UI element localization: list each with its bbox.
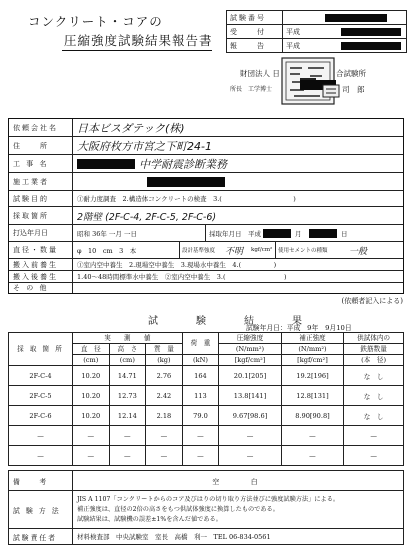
personal-seal-icon <box>322 84 340 98</box>
form-row-dims <box>9 242 403 259</box>
redaction-box <box>77 159 135 169</box>
redaction-box <box>325 14 387 22</box>
title-underline <box>62 50 212 51</box>
cell-rebar: な し <box>344 406 404 426</box>
form-row-contractor <box>9 173 403 191</box>
purpose-label: 試験目的 <box>9 191 73 206</box>
client-label: 依頼会社名 <box>9 119 73 136</box>
post-curing-value: 1.40～48時間標準水中養生 ②室内空中養生 3.( ) <box>77 273 287 281</box>
cell-diameter: 10.20 <box>73 406 110 426</box>
results-title: 試 験 結 果 <box>148 316 316 327</box>
placing-label: 打込年月日 <box>9 225 73 241</box>
col-strength-unit: (N/mm²) <box>219 344 281 355</box>
form-row-placing <box>9 225 403 242</box>
cell-corrected: 8.90[90.8] <box>281 406 343 426</box>
request-form <box>8 118 404 294</box>
test-date: 試験年月日：平成 9年 9月10日 <box>246 324 352 332</box>
cell-strength: 13.8[141] <box>219 386 281 406</box>
col-corrected-sub: [kgf/cm²] <box>281 355 343 366</box>
contractor-value <box>77 173 225 190</box>
org-director: 所長 工学博士 <box>230 86 273 93</box>
cell-height: 12.73 <box>109 386 146 406</box>
form-row-other <box>9 283 403 293</box>
other-label: そ の 他 <box>9 283 73 293</box>
col-rebar: 供試体内の <box>344 333 404 344</box>
col-location: 採 取 箇 所 <box>9 333 73 366</box>
remarks-value: 空 白 <box>73 471 404 491</box>
redaction-box <box>147 177 225 187</box>
cell-weight: 2.76 <box>146 366 183 386</box>
method-line2: 補正強度は、直径の2倍の高さをもつ供試体強度に換算したものである。 <box>77 505 279 513</box>
work-value: 中学耐震診断業務 <box>139 157 227 171</box>
work-value-cell <box>77 155 227 172</box>
col-diameter: 直 径 <box>73 344 110 355</box>
address-label: 住 所 <box>9 137 73 154</box>
responsible-value: 材料検査部 中央試験室 室長 高橋 利一 TEL 06-834-0561 <box>73 529 404 545</box>
placing-divider <box>205 225 206 241</box>
method-line3: 試験結果は、試験機の誤差±1%を含んだ値である。 <box>77 515 222 523</box>
location-value: 2階壁 (2F-C-4, 2F-C-5, 2F-C-6) <box>77 211 217 223</box>
cell-rebar: な し <box>344 366 404 386</box>
cell-strength: 9.67[98.6] <box>219 406 281 426</box>
org-name: 財団法人 日 <box>240 69 280 78</box>
work-label: 工 事 名 <box>9 155 73 172</box>
cell-weight: 2.42 <box>146 386 183 406</box>
info-value-received: 平成 <box>283 25 407 39</box>
redaction-box <box>341 42 401 50</box>
design-strength-label: 設計基準強度 <box>182 248 216 254</box>
info-label-report: 報 告 <box>227 39 283 53</box>
report-title-line2: 圧縮強度試験結果報告書 <box>64 33 213 48</box>
col-load-unit: (kN) <box>182 355 219 366</box>
cement-type-value: 一般 <box>349 246 368 257</box>
table-row <box>9 366 404 386</box>
form-row-purpose <box>9 191 403 207</box>
dims-value: φ 10 cm 3 本 <box>77 246 137 255</box>
cell-diameter: 10.20 <box>73 386 110 406</box>
address-value: 大阪府枚方市宮之下町24-1 <box>77 139 212 153</box>
info-value-test-number <box>283 11 407 25</box>
col-strength-sub: [kgf/cm²] <box>219 355 281 366</box>
dims-label: 直径・数量 <box>9 242 73 258</box>
org-director-name: 司 郎 <box>342 85 365 94</box>
col-measured: 実 測 値 <box>73 333 183 344</box>
col-load: 荷 重 <box>182 333 219 355</box>
post-curing-label: 搬入後養生 <box>9 271 73 282</box>
col-weight: 質 量 <box>146 344 183 355</box>
purpose-value: ①耐力度調査 2.構造体コンクリートの検査 3.( ) <box>77 195 296 203</box>
client-value: 日本ビスダテック(株) <box>77 121 185 135</box>
redaction-box <box>263 229 291 238</box>
form-row-work <box>9 155 403 173</box>
cement-type-label: 使用セメントの種類 <box>278 248 328 254</box>
col-height: 高 さ <box>109 344 146 355</box>
dims-divider <box>179 242 180 258</box>
responsible-label: 試験責任者 <box>9 529 73 545</box>
table-row-empty: — — — — — — — — <box>9 446 404 466</box>
form-row-address <box>9 137 403 155</box>
table-row <box>9 386 404 406</box>
col-corrected-unit: (N/mm²) <box>281 344 343 355</box>
col-strength: 圧縮強度 <box>219 333 281 344</box>
col-diameter-unit: (cm) <box>73 355 110 366</box>
cell-location: 2F-C-4 <box>9 366 73 386</box>
cell-height: 12.14 <box>109 406 146 426</box>
requester-note: (依頼者記入による) <box>341 297 403 305</box>
cell-weight: 2.18 <box>146 406 183 426</box>
report-title-line1: コンクリート・コアの <box>28 14 163 29</box>
sampling-month-label: 月 <box>295 229 302 238</box>
cell-location: 2F-C-6 <box>9 406 73 426</box>
design-strength-value: 不明 <box>225 246 244 257</box>
table-row-empty: — — — — — — — — <box>9 426 404 446</box>
col-weight-unit: (kg) <box>146 355 183 366</box>
contractor-label: 施工業者 <box>9 173 73 190</box>
cell-rebar: な し <box>344 386 404 406</box>
pre-curing-label: 搬入前養生 <box>9 259 73 270</box>
cell-load: 164 <box>182 366 219 386</box>
col-rebar-3: (本 径) <box>344 355 404 366</box>
cell-height: 14.71 <box>109 366 146 386</box>
method-label: 試 験 方 法 <box>9 491 73 529</box>
cell-strength: 20.1[205] <box>219 366 281 386</box>
footer-table <box>8 470 404 545</box>
col-rebar-2: 鉄筋数量 <box>344 344 404 355</box>
pre-curing-value: ①室内空中養生 2.現場空中養生 3.現場水中養生 4.( ) <box>77 261 277 269</box>
cell-load: 113 <box>182 386 219 406</box>
form-row-location <box>9 207 403 225</box>
method-value <box>73 491 404 529</box>
sampling-date-label: 採取年月日 平成 <box>209 229 261 238</box>
remarks-label: 備 考 <box>9 471 73 491</box>
results-table <box>8 332 404 466</box>
placing-value: 昭和 36年 一月 一日 <box>77 229 137 238</box>
info-value-report: 平成 <box>283 39 407 53</box>
dims-divider-2 <box>275 242 276 258</box>
location-label: 採取箇所 <box>9 207 73 224</box>
cell-location: 2F-C-5 <box>9 386 73 406</box>
design-strength-unit: kgf/cm² <box>251 247 273 253</box>
cell-corrected: 12.8[131] <box>281 386 343 406</box>
col-corrected: 補正強度 <box>281 333 343 344</box>
method-line1: JIS A 1107「コンクリートからのコア及びはりの切り取り方法並びに強度試験方法」による。 <box>77 495 340 503</box>
table-row <box>9 406 404 426</box>
sampling-day-label: 日 <box>341 229 348 238</box>
info-label-received: 受 付 <box>227 25 283 39</box>
cell-diameter: 10.20 <box>73 366 110 386</box>
info-label-test-number: 試験番号 <box>227 11 283 25</box>
form-row-pre-curing <box>9 259 403 271</box>
report-info-table <box>226 10 407 53</box>
cell-load: 79.0 <box>182 406 219 426</box>
form-row-client <box>9 119 403 137</box>
org-name-suffix: 合試験所 <box>336 69 366 78</box>
form-row-post-curing <box>9 271 403 283</box>
redaction-box <box>309 229 337 238</box>
redaction-box <box>341 28 401 36</box>
cell-corrected: 19.2[196] <box>281 366 343 386</box>
col-height-unit: (cm) <box>109 355 146 366</box>
